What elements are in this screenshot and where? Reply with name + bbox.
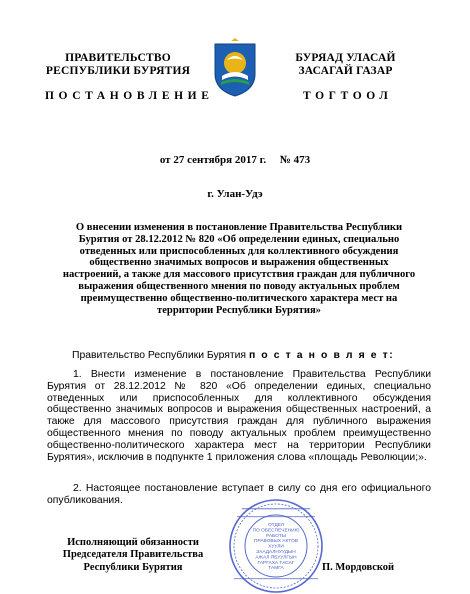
seal-text-line: ХУУЛИ [268, 544, 284, 550]
government-name-buryat-line2: ЗАСАГАЙ ГАЗАР [298, 65, 393, 77]
seal-text-line: РАБОТЫ [265, 533, 287, 539]
seal-text-line: ЗААДАЛНУУДЫН [256, 550, 296, 555]
preamble-resolve: п о с т а н о в л я е т: [248, 350, 395, 361]
government-name-line1: ПРАВИТЕЛЬСТВО [65, 52, 171, 64]
clause-2: 2. Настоящее постановление вступает в силу со дня его официального опубликования. [47, 483, 431, 506]
document-title: О внесении изменения в постановление Правительства Республики Бурятия от 28.12.2012 № 820 «Об определении единых, специально отведенных или приспособленных для коллективного обсуждения общественно значимых вопросов и выражения общественных настроений, а также для массового присутствия граждан для публичного выражения общественного мнения по поводу актуальных проблем преимущественно общественно-политического характера мест на территории Республики Бурятия» [62, 222, 416, 316]
official-seal-icon [228, 498, 324, 594]
document-type-buryat: ТОГТООЛ [303, 90, 393, 102]
seal-text-line: ТАМГА [268, 566, 284, 572]
seal-text-line: ПРАВОВЫХ АКТОВ [254, 539, 298, 545]
signer-position [48, 537, 218, 574]
buryatia-coat-of-arms-icon [212, 38, 258, 98]
document-date-number: от 27 сентября 2017 г. № 473 [159, 154, 311, 166]
clause-1: 1. Внести изменение в постановление Правительства Республики Бурятия от 28.12.2012 № 820 «Об определении единых, специально отведенных или приспособленных для коллективного обсуждения общественно значимых вопросов и выражения общественных настроений, а также для массового присутствия граждан для публичного выражения общественного мнения по поводу актуальных проблем преимущественно общественно-политического характера мест на территории Республики Бурятия», исключив в подпункте 1 приложения слова «площадь Революции;». [47, 369, 431, 463]
seal-text-line: ПО ОБЕСПЕЧЕНИЮ [252, 528, 300, 534]
signer-position-line2: Председателя Правительства [62, 549, 204, 561]
government-name-buryat [278, 52, 413, 78]
document-city: г. Улан-Удэ [207, 188, 263, 200]
government-name-buryat-line1: БУРЯАД УЛАСАЙ [295, 52, 396, 64]
signer-name: П. Мордовской [322, 562, 395, 573]
government-name-russian [38, 52, 198, 78]
government-name-line2: РЕСПУБЛИКИ БУРЯТИЯ [45, 65, 191, 77]
seal-text-line: АЖАЛ ЯБУУЛГЫН [255, 555, 297, 561]
signer-position-line1: Исполняющий обязанности [67, 537, 199, 548]
preamble [72, 350, 432, 362]
seal-text-line: ГАРГАХА ТАСАГ [257, 560, 295, 566]
signer-position-line3: Республики Бурятия [83, 561, 183, 573]
seal-text-line: ОТДЕЛ [267, 523, 285, 528]
preamble-text: Правительство Республики Бурятия [72, 350, 249, 361]
document-type-russian: ПОСТАНОВЛЕНИЕ [45, 90, 214, 102]
